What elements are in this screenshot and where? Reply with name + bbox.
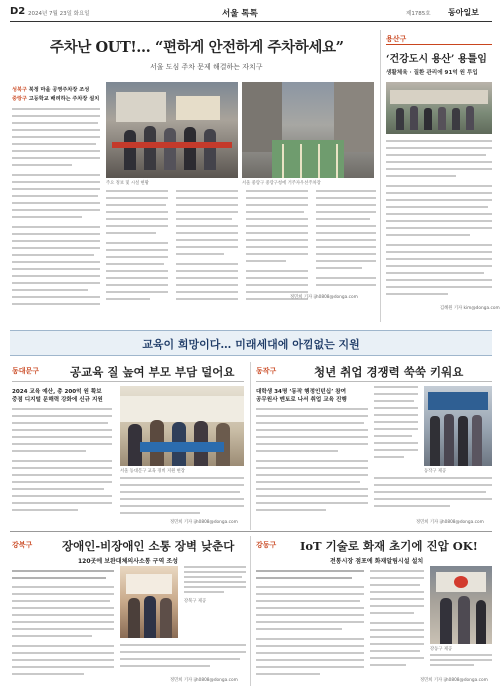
masthead xyxy=(10,6,492,20)
mid-left-district: 동대문구 xyxy=(12,367,40,375)
bot-right-byline: 정민희 기자 ijh0808@donga.com xyxy=(420,678,488,683)
mid-divider xyxy=(250,362,251,530)
bot-left-body-1 xyxy=(12,570,114,682)
mid-left-kicker-2: 중점 디지털 문해력 강화에 신규 지원 xyxy=(12,397,103,403)
top-district-1: 성북구 xyxy=(12,87,28,93)
section-title: 서울 톡톡 xyxy=(222,9,258,19)
bottom-divider xyxy=(250,536,251,686)
top-subhead: 서울 도심 주차 문제 해결하는 자치구 xyxy=(150,63,263,71)
mid-left-kicker-1: 2024 교육 예산, 총 200억 원 확보 xyxy=(12,389,102,395)
mid-right-kicker-2: 공무원사 멘토로 나서 취업 교육 진행 xyxy=(256,397,347,403)
page-code: D2 xyxy=(10,6,26,17)
sidebar-district-rule xyxy=(386,44,492,45)
top-body-col-3 xyxy=(176,190,238,318)
mid-left-caption: 서울 동대문구 교육 경비 지원 현장 xyxy=(120,469,185,474)
date-line: 2024년 7월 23일 화요일 xyxy=(28,11,90,17)
mid-right-district: 동작구 xyxy=(256,367,277,375)
bot-left-district: 강북구 xyxy=(12,541,33,549)
top-lede-1: 북정 마을 공영주차장 조성 xyxy=(28,87,90,93)
mid-right-byline: 정민희 기자 ijh0808@donga.com xyxy=(416,520,484,525)
mid-right-body-1 xyxy=(256,408,368,520)
bot-left-caption: 강북구 제공 xyxy=(184,599,207,604)
bot-left-title: 장애인-비장애인 소통 장벽 낮춘다 xyxy=(62,539,235,553)
mid-right-kicker-1: 대학생 34명 ‘동작 행정인턴십’ 참여 xyxy=(256,389,347,395)
top-lede xyxy=(12,86,100,102)
bot-right-body-2 xyxy=(370,570,424,682)
newspaper-logo: 동아일보 xyxy=(448,7,479,17)
mid-right-body-3 xyxy=(374,477,492,517)
mid-right-title: 청년 취업 경쟁력 쑥쑥 키워요 xyxy=(314,365,464,379)
bot-right-caption: 강동구 제공 xyxy=(430,647,453,652)
mid-right-photo xyxy=(424,386,492,466)
issue-number: 제1785호 xyxy=(406,11,431,17)
bot-left-kicker: 120곳에 보완대체의사소통 구역 조성 xyxy=(78,558,178,565)
mid-right-rule xyxy=(256,381,492,382)
top-photo-1-caption: 주요 정보 및 시설 현황 xyxy=(106,181,149,186)
mid-left-byline: 정민희 기자 ijh0808@donga.com xyxy=(170,520,238,525)
top-body-col-1 xyxy=(12,108,100,308)
mid-right-body-2 xyxy=(374,386,418,466)
top-district-2: 중랑구 xyxy=(12,96,28,102)
bottom-rule xyxy=(10,531,492,532)
bot-right-photo-text xyxy=(430,654,492,674)
top-photo-2 xyxy=(242,82,374,178)
mid-right-caption: 동작구 제공 xyxy=(424,469,447,474)
masthead-rule xyxy=(10,21,492,22)
top-photo-1 xyxy=(106,82,238,178)
sidebar-district: 용산구 xyxy=(386,35,407,43)
top-headline: 주차난 OUT!… “편하게 안전하게 주차하세요” xyxy=(50,39,344,56)
top-byline: 정민희 기자 ijh0808@donga.com xyxy=(290,295,358,300)
education-band-title: 교육이 희망이다… 미래세대에 아낌없는 지원 xyxy=(142,338,360,351)
top-body-col-2 xyxy=(106,190,168,318)
bot-right-title: IoT 기술로 화재 초기에 진압 OK! xyxy=(300,539,478,553)
mid-left-photo xyxy=(120,386,244,466)
sidebar-title: ‘건강도시 용산’ 용틀임 xyxy=(386,54,487,65)
bot-left-photo xyxy=(120,566,178,638)
sidebar-photo xyxy=(386,82,492,134)
top-photo-2-caption: 서울 중랑구 중랑구청에 거주자우선주차장 xyxy=(242,181,321,186)
top-lede-2: 고등학교 배려하는 주차장 설치 xyxy=(28,96,100,102)
bot-left-body-2 xyxy=(120,644,246,680)
bot-right-body-1 xyxy=(256,570,364,682)
mid-left-body-1 xyxy=(12,408,112,520)
education-band xyxy=(10,330,492,356)
sidebar-byline: 김혜원 기자 kim@donga.com xyxy=(440,306,500,311)
sidebar-divider xyxy=(380,30,381,322)
bot-right-photo xyxy=(430,566,492,644)
bot-right-kicker: 전통시장 점포에 화재알림시설 설치 xyxy=(330,558,424,565)
mid-left-title: 공교육 질 높여 부모 부담 덜어요 xyxy=(70,365,235,379)
bot-right-district: 강동구 xyxy=(256,541,277,549)
bot-left-byline: 정민희 기자 ijh0808@donga.com xyxy=(170,678,238,683)
sidebar-body xyxy=(386,140,492,320)
mid-left-rule xyxy=(12,381,244,382)
sidebar-subtitle: 생활체육 · 질환 관리에 91억 원 투입 xyxy=(386,70,478,76)
